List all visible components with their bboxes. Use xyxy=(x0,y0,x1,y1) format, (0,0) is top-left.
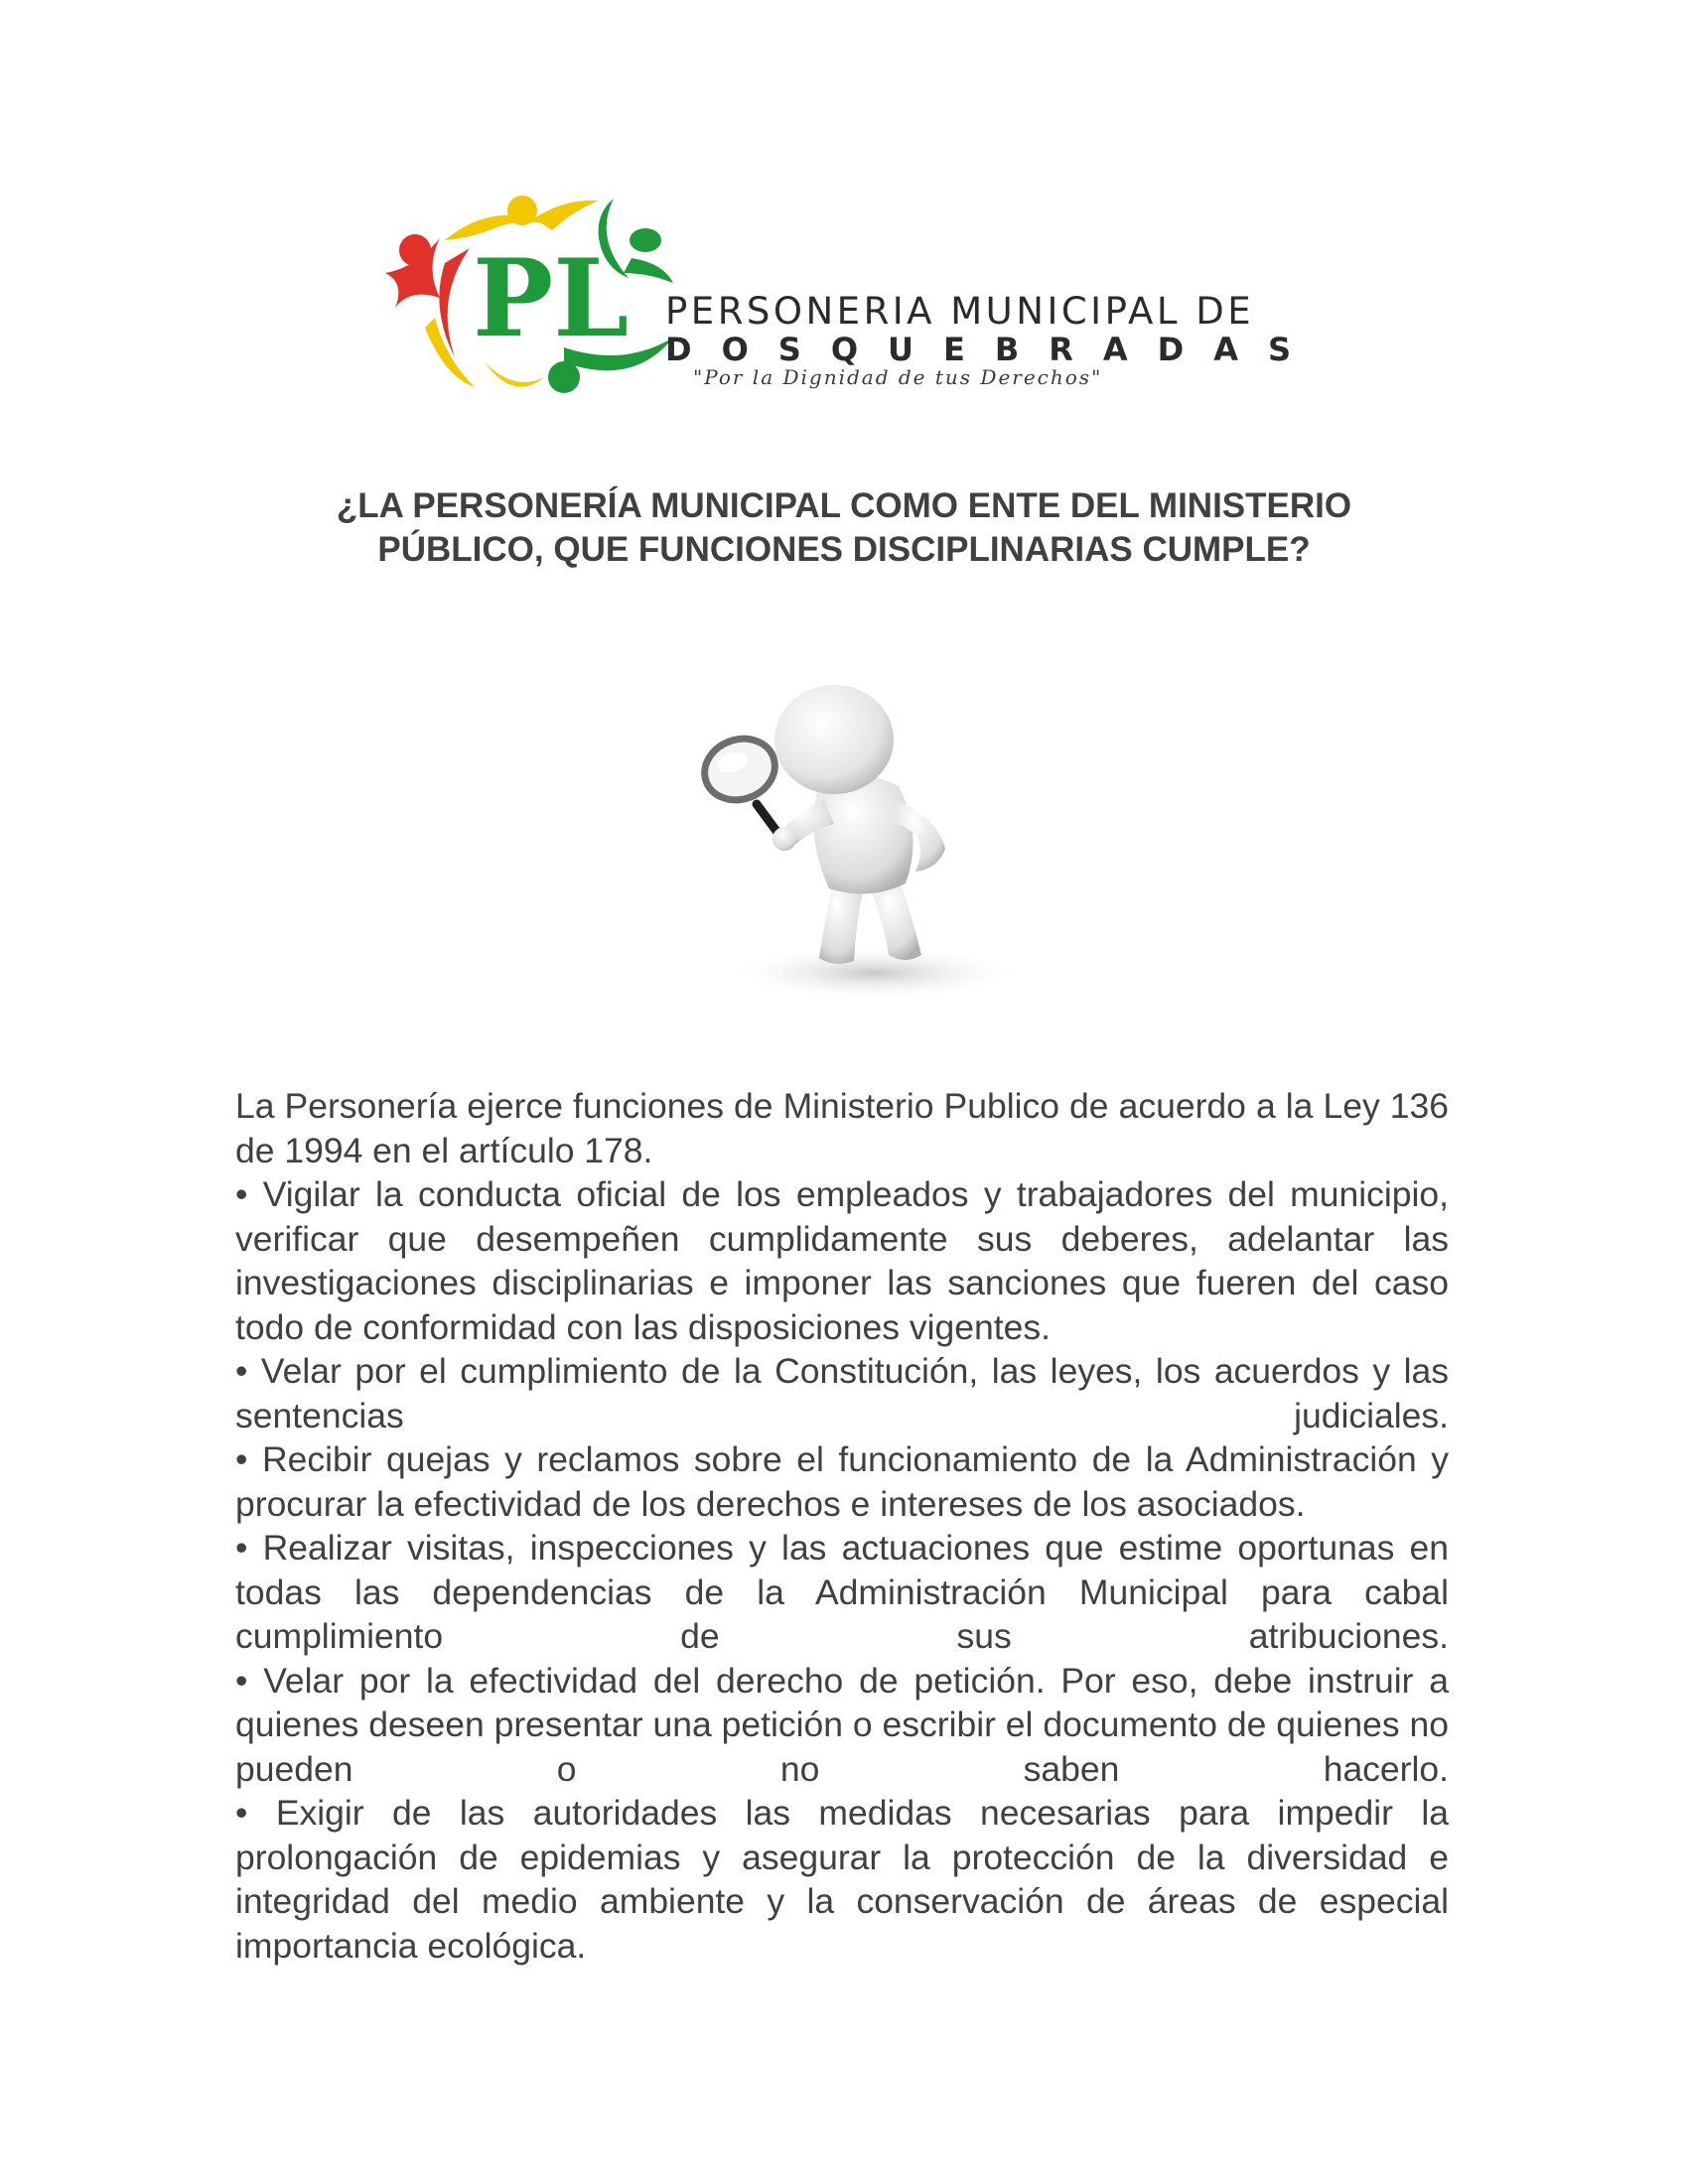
function-item: • Recibir quejas y reclamos sobre el funcionamiento de la Administración y procurar la efectividad de los derechos e intereses de los asociados. xyxy=(235,1439,1449,1524)
logo-line-1: PERSONERIA MUNICIPAL DE xyxy=(665,290,1255,333)
document-body xyxy=(235,1084,1449,1968)
function-item: • Realizar visitas, inspecciones y las actuaciones que estime oportunas en todas las dependencias de la Administración Municipal para cabal cumplimiento de sus atribuciones. xyxy=(235,1528,1449,1656)
magnifier-person-illustration xyxy=(685,675,1043,1003)
function-item: • Exigir de las autoridades las medidas necesarias para impedir la prolongación de epidemias y asegurar la protección de la diversidad e integridad del medio ambiente y la conservación de áreas de especial importancia ecológica. xyxy=(235,1793,1449,1966)
logo-green-head-bottom xyxy=(548,361,580,393)
figure-head xyxy=(774,685,894,794)
logo-line-2: DOSQUEBRADAS xyxy=(665,331,1322,368)
function-item: • Vigilar la conducta oficial de los empleados y trabajadores del municipio, verificar que desempeñen cumplidamente sus deberes, adelantar las investigaciones disciplinarias e imponer las sanciones que fueren del caso todo de conformidad con las disposiciones vigentes. xyxy=(235,1174,1449,1347)
magnifier-lens xyxy=(696,729,783,809)
logo-left-yellow-arc xyxy=(425,318,475,387)
page-title xyxy=(199,484,1489,572)
logo-yellow-foot xyxy=(485,362,544,387)
figure-hand xyxy=(773,827,796,851)
logo-green-head-right xyxy=(630,228,661,252)
logo-green-arm-right xyxy=(624,258,673,283)
logo-emblem xyxy=(375,189,673,407)
function-item: • Velar por la efectividad del derecho de petición. Por eso, debe instruir a quienes deseen presentar una petición o escribir el documento de quienes no pueden o no saben hacerlo. xyxy=(235,1660,1449,1789)
figure-shadow xyxy=(725,945,1023,1001)
logo-monogram: PL xyxy=(473,236,630,361)
logo-yellow-head xyxy=(507,196,537,225)
page-title-line-2: PÚBLICO, QUE FUNCIONES DISCIPLINARIAS CUMPLE? xyxy=(377,530,1311,569)
logo-left-arc xyxy=(439,248,470,357)
logo-tagline: "Por la Dignidad de tus Derechos" xyxy=(693,365,1103,389)
logo-yellow-arm-right xyxy=(534,201,599,230)
intro-paragraph: La Personería ejerce funciones de Ministerio Publico de acuerdo a la Ley 136 de 1994 en el artículo 178. xyxy=(235,1086,1449,1170)
page-title-line-1: ¿LA PERSONERÍA MUNICIPAL COMO ENTE DEL MINISTERIO xyxy=(336,486,1352,525)
logo-wordmark xyxy=(665,290,1322,389)
organization-logo xyxy=(375,189,1322,407)
function-item: • Velar por el cumplimiento de la Constitución, las leyes, los acuerdos y las sentencias judiciales. xyxy=(235,1351,1449,1435)
